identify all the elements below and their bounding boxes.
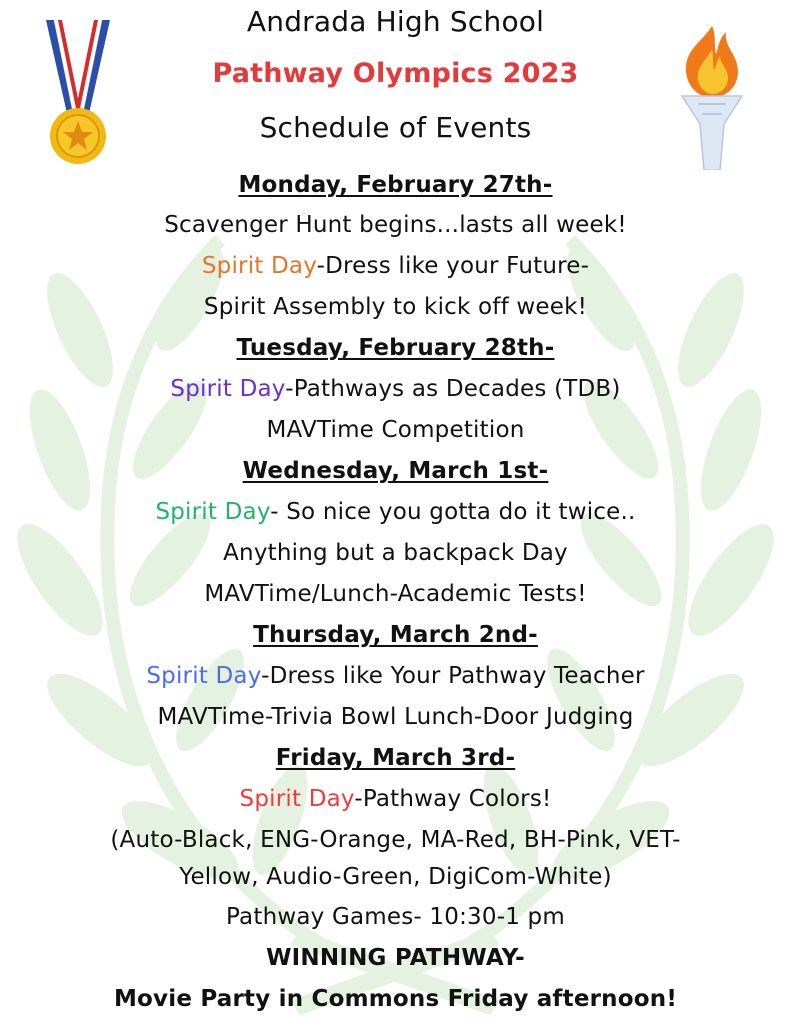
school-name: Andrada High School <box>246 5 545 38</box>
wednesday-line-2: Anything but a backpack Day <box>223 540 568 566</box>
tuesday-line-2: MAVTime Competition <box>266 417 525 443</box>
spirit-day-label: Spirit Day <box>155 499 271 525</box>
friday-heading: Friday, March 3rd- <box>275 745 516 771</box>
schedule-title: Schedule of Events <box>259 111 532 144</box>
spirit-day-text: - So nice you gotta do it twice.. <box>270 499 636 525</box>
wednesday-heading: Wednesday, March 1st- <box>242 458 549 484</box>
wednesday-spirit-day <box>0 497 791 527</box>
tuesday-spirit-day <box>0 374 791 404</box>
thursday-heading: Thursday, March 2nd- <box>253 622 538 648</box>
thursday-spirit-day <box>0 661 791 691</box>
event-title: Pathway Olympics 2023 <box>212 58 579 89</box>
monday-heading: Monday, February 27th- <box>238 172 553 198</box>
monday-line-3: Spirit Assembly to kick off week! <box>203 294 588 320</box>
spirit-day-text: -Pathways as Decades (TDB) <box>285 376 621 402</box>
monday-spirit-day <box>0 251 791 281</box>
friday-line-3: Yellow, Audio-Green, DigiCom-White) <box>179 864 612 890</box>
winning-pathway: WINNING PATHWAY- <box>266 945 525 971</box>
spirit-day-label: Spirit Day <box>201 253 317 279</box>
friday-line-2: (Auto-Black, ENG-Orange, MA-Red, BH-Pink, VET- <box>110 827 681 853</box>
spirit-day-label: Spirit Day <box>170 376 286 402</box>
thursday-line-2: MAVTime-Trivia Bowl Lunch-Door Judging <box>157 704 634 730</box>
spirit-day-text: -Dress like Your Pathway Teacher <box>261 663 645 689</box>
tuesday-heading: Tuesday, February 28th- <box>236 335 555 361</box>
spirit-day-label: Spirit Day <box>146 663 262 689</box>
friday-line-4: Pathway Games- 10:30-1 pm <box>226 904 565 930</box>
wednesday-line-3: MAVTime/Lunch-Academic Tests! <box>204 581 587 607</box>
monday-line-1: Scavenger Hunt begins...lasts all week! <box>164 212 627 238</box>
spirit-day-text: -Pathway Colors! <box>354 786 552 812</box>
friday-spirit-day <box>0 784 791 814</box>
spirit-day-label: Spirit Day <box>239 786 355 812</box>
spirit-day-text: -Dress like your Future- <box>316 253 590 279</box>
prize-line: Movie Party in Commons Friday afternoon! <box>113 986 678 1012</box>
olympic-torch-icon <box>672 20 752 170</box>
